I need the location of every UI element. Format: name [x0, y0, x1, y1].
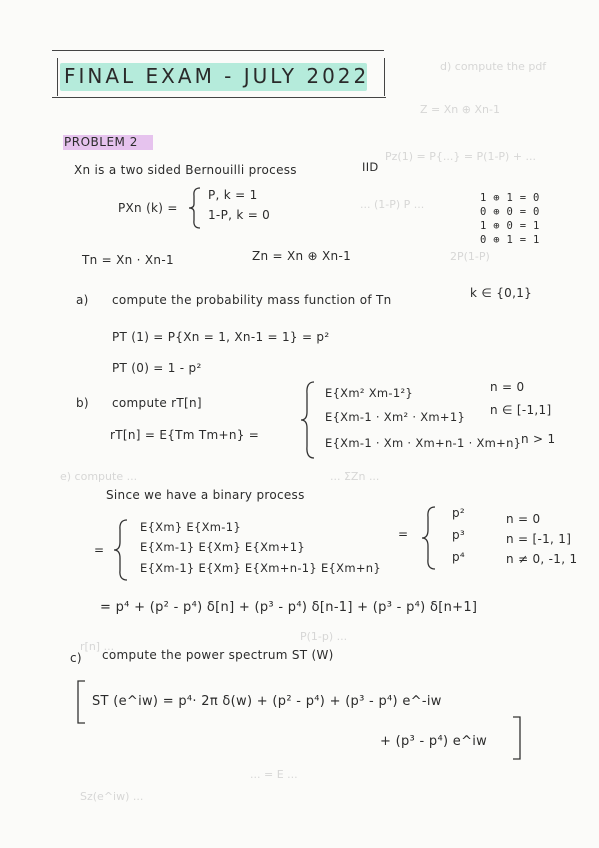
corr-cond-1: n = 0: [490, 380, 525, 394]
power-spectrum-line-1: ST (e^iw) = p⁴· 2π δ(w) + (p² - p⁴) + (p³ - p⁴) e^-iw: [92, 694, 442, 709]
pmf-lhs: PXn (k) =: [118, 201, 178, 215]
corr-cond-2: n ∈ [-1,1]: [490, 403, 552, 417]
part-b-question: compute rT[n]: [112, 396, 202, 410]
page-title: FINAL EXAM - JULY 2022: [64, 64, 370, 88]
value-cond-3: n ≠ 0, -1, 1: [506, 552, 578, 566]
iid-label: IID: [362, 160, 379, 174]
value-cond-1: n = 0: [506, 512, 541, 526]
expectation-brace: [113, 518, 129, 582]
xor-row: 0 ⊕ 0 = 0: [480, 206, 540, 218]
equals-sign: =: [398, 527, 409, 541]
part-b-label: b): [76, 396, 89, 410]
part-a-domain: k ∈ {0,1}: [470, 286, 533, 300]
part-b-brace: [300, 380, 316, 460]
value-3: p⁴: [452, 550, 466, 564]
title-rule: [52, 97, 386, 98]
pmf-case-2: 1-P, k = 0: [208, 208, 271, 222]
expectation-3: E{Xm-1} E{Xm} E{Xm+n-1} E{Xm+n}: [140, 561, 381, 575]
value-2: p³: [452, 528, 466, 542]
part-a-line-2: PT (0) = 1 - p²: [112, 361, 202, 375]
part-c-label: c): [70, 651, 82, 665]
power-spectrum-line-2: + (p³ - p⁴) e^iw: [380, 734, 488, 749]
equals-sign: =: [94, 543, 105, 557]
bleed-text: Pz(1) = P{...} = P(1-P) + ...: [385, 150, 537, 163]
xor-row: 1 ⊕ 0 = 1: [480, 220, 540, 232]
xor-row: 1 ⊕ 1 = 0: [480, 192, 540, 204]
bleed-text: Sz(e^iw) ...: [80, 790, 144, 803]
pmf-brace: [188, 186, 202, 230]
intro-line: Xn is a two sided Bernouilli process: [74, 163, 297, 177]
autocorrelation-result: = p⁴ + (p² - p⁴) δ[n] + (p³ - p⁴) δ[n-1] + (p³ - p⁴) δ[n+1]: [100, 600, 478, 615]
pmf-case-1: P, k = 1: [208, 188, 258, 202]
corr-case-3: E{Xm-1 · Xm · Xm+n-1 · Xm+n}: [325, 436, 522, 450]
part-a-label: a): [76, 293, 89, 307]
corr-case-1: E{Xm² Xm-1²}: [325, 386, 414, 400]
corr-cond-3: n > 1: [521, 432, 556, 446]
expectation-1: E{Xm} E{Xm-1}: [140, 520, 241, 534]
bleed-text: r[n] ...: [80, 640, 115, 653]
expectation-2: E{Xm-1} E{Xm} E{Xm+1}: [140, 540, 305, 554]
corr-case-2: E{Xm-1 · Xm² · Xm+1}: [325, 410, 466, 424]
xor-row: 0 ⊕ 1 = 1: [480, 234, 540, 246]
right-bracket: [512, 716, 522, 760]
bleed-text: e) compute ...: [60, 470, 138, 483]
bleed-text: Z = Xn ⊕ Xn-1: [420, 103, 500, 116]
bleed-text: P(1-p) ...: [300, 630, 348, 643]
binary-note: Since we have a binary process: [106, 488, 305, 502]
value-cond-2: n = [-1, 1]: [506, 532, 572, 546]
title-rule: [52, 50, 384, 51]
bleed-text: 2P(1-P): [450, 250, 490, 263]
bleed-text: d) compute the pdf: [440, 60, 547, 73]
value-1: p²: [452, 506, 466, 520]
part-b-lhs: rT[n] = E{Tm Tm+n} =: [110, 428, 260, 442]
part-c-question: compute the power spectrum ST (W): [102, 648, 334, 662]
part-a-question: compute the probability mass function of Tn: [112, 293, 392, 307]
left-bracket: [76, 680, 86, 724]
bleed-text: ... = E ...: [250, 768, 298, 781]
value-brace: [421, 505, 437, 571]
part-a-line-1: PT (1) = P{Xn = 1, Xn-1 = 1} = p²: [112, 330, 330, 344]
tn-definition: Tn = Xn · Xn-1: [82, 253, 174, 267]
bleed-text: ... (1-P) P ...: [360, 198, 425, 211]
bleed-text: ... ΣZn ...: [330, 470, 380, 483]
zn-definition: Zn = Xn ⊕ Xn-1: [252, 249, 352, 263]
problem-label: PROBLEM 2: [64, 135, 138, 149]
